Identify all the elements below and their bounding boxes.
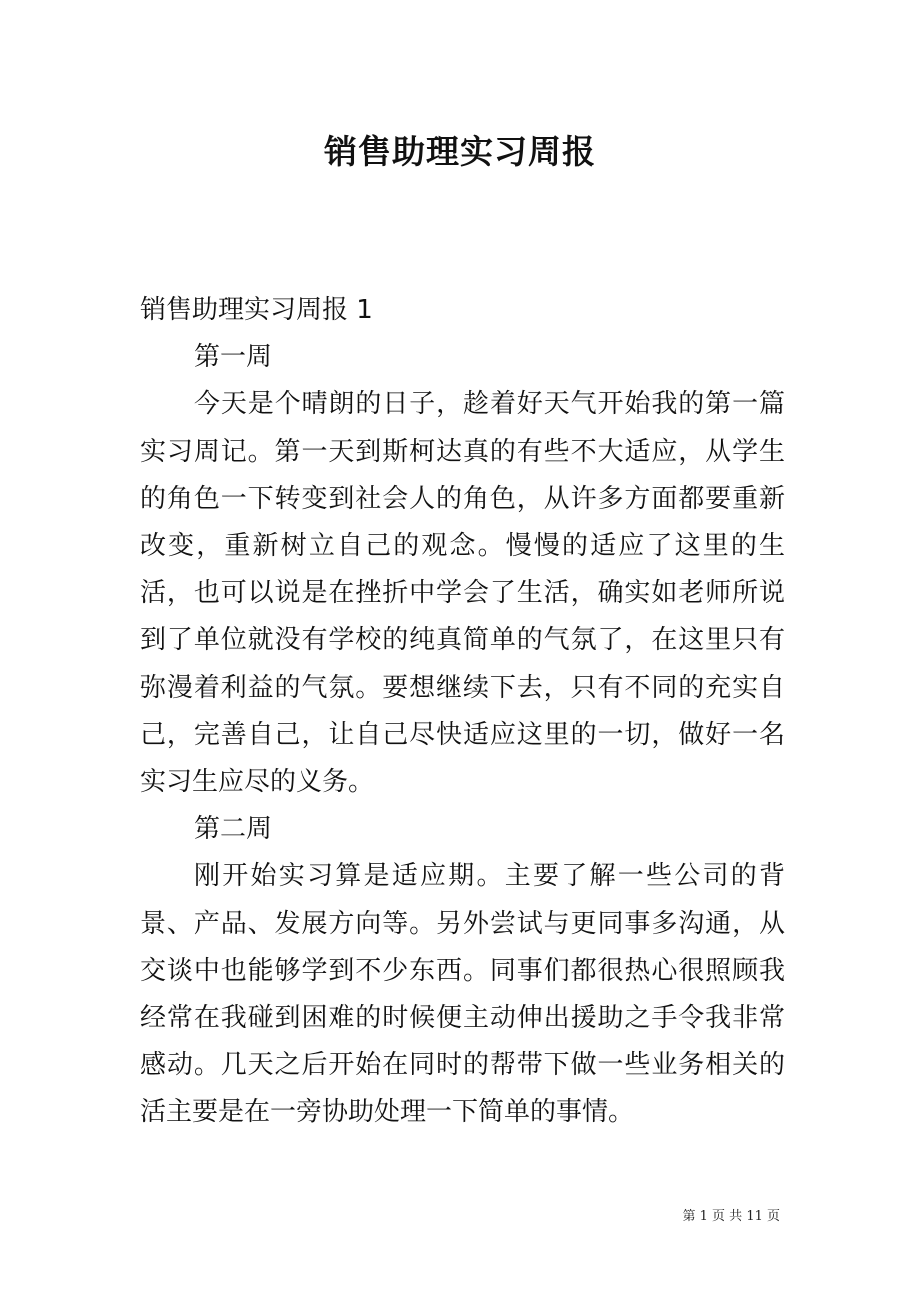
week-one-heading: 第一周: [194, 342, 273, 373]
document-title: 销售助理实习周报: [324, 132, 596, 171]
document-body: [140, 287, 785, 1137]
week-two-paragraph: 刚开始实习算是适应期。主要了解一些公司的背景、产品、发展方向等。另外尝试与更同事多沟通，从交谈中也能够学到不少东西。同事们都很热心很照顾我经常在我碰到困难的时候便主动伸出援助之手令我非常感动。几天之后开始在同时的帮带下做一些业务相关的活主要是在一旁协助处理一下简单的事情。: [140, 861, 785, 1128]
week-one-paragraph: 今天是个晴朗的日子，趁着好天气开始我的第一篇实习周记。第一天到斯柯达真的有些不大适应，从学生的角色一下转变到社会人的角色，从许多方面都要重新改变，重新树立自己的观念。慢慢的适应了这里的生活，也可以说是在挫折中学会了生活，确实如老师所说到了单位就没有学校的纯真简单的气氛了，在这里只有弥漫着利益的气氛。要想继续下去，只有不同的充实自己，完善自己，让自己尽快适应这里的一切，做好一名实习生应尽的义务。: [140, 389, 785, 798]
section-heading: 销售助理实习周报 1: [140, 295, 373, 325]
week-two-heading: 第二周: [194, 814, 273, 845]
page-number-footer: 第 1 页 共 11 页: [682, 1209, 780, 1224]
